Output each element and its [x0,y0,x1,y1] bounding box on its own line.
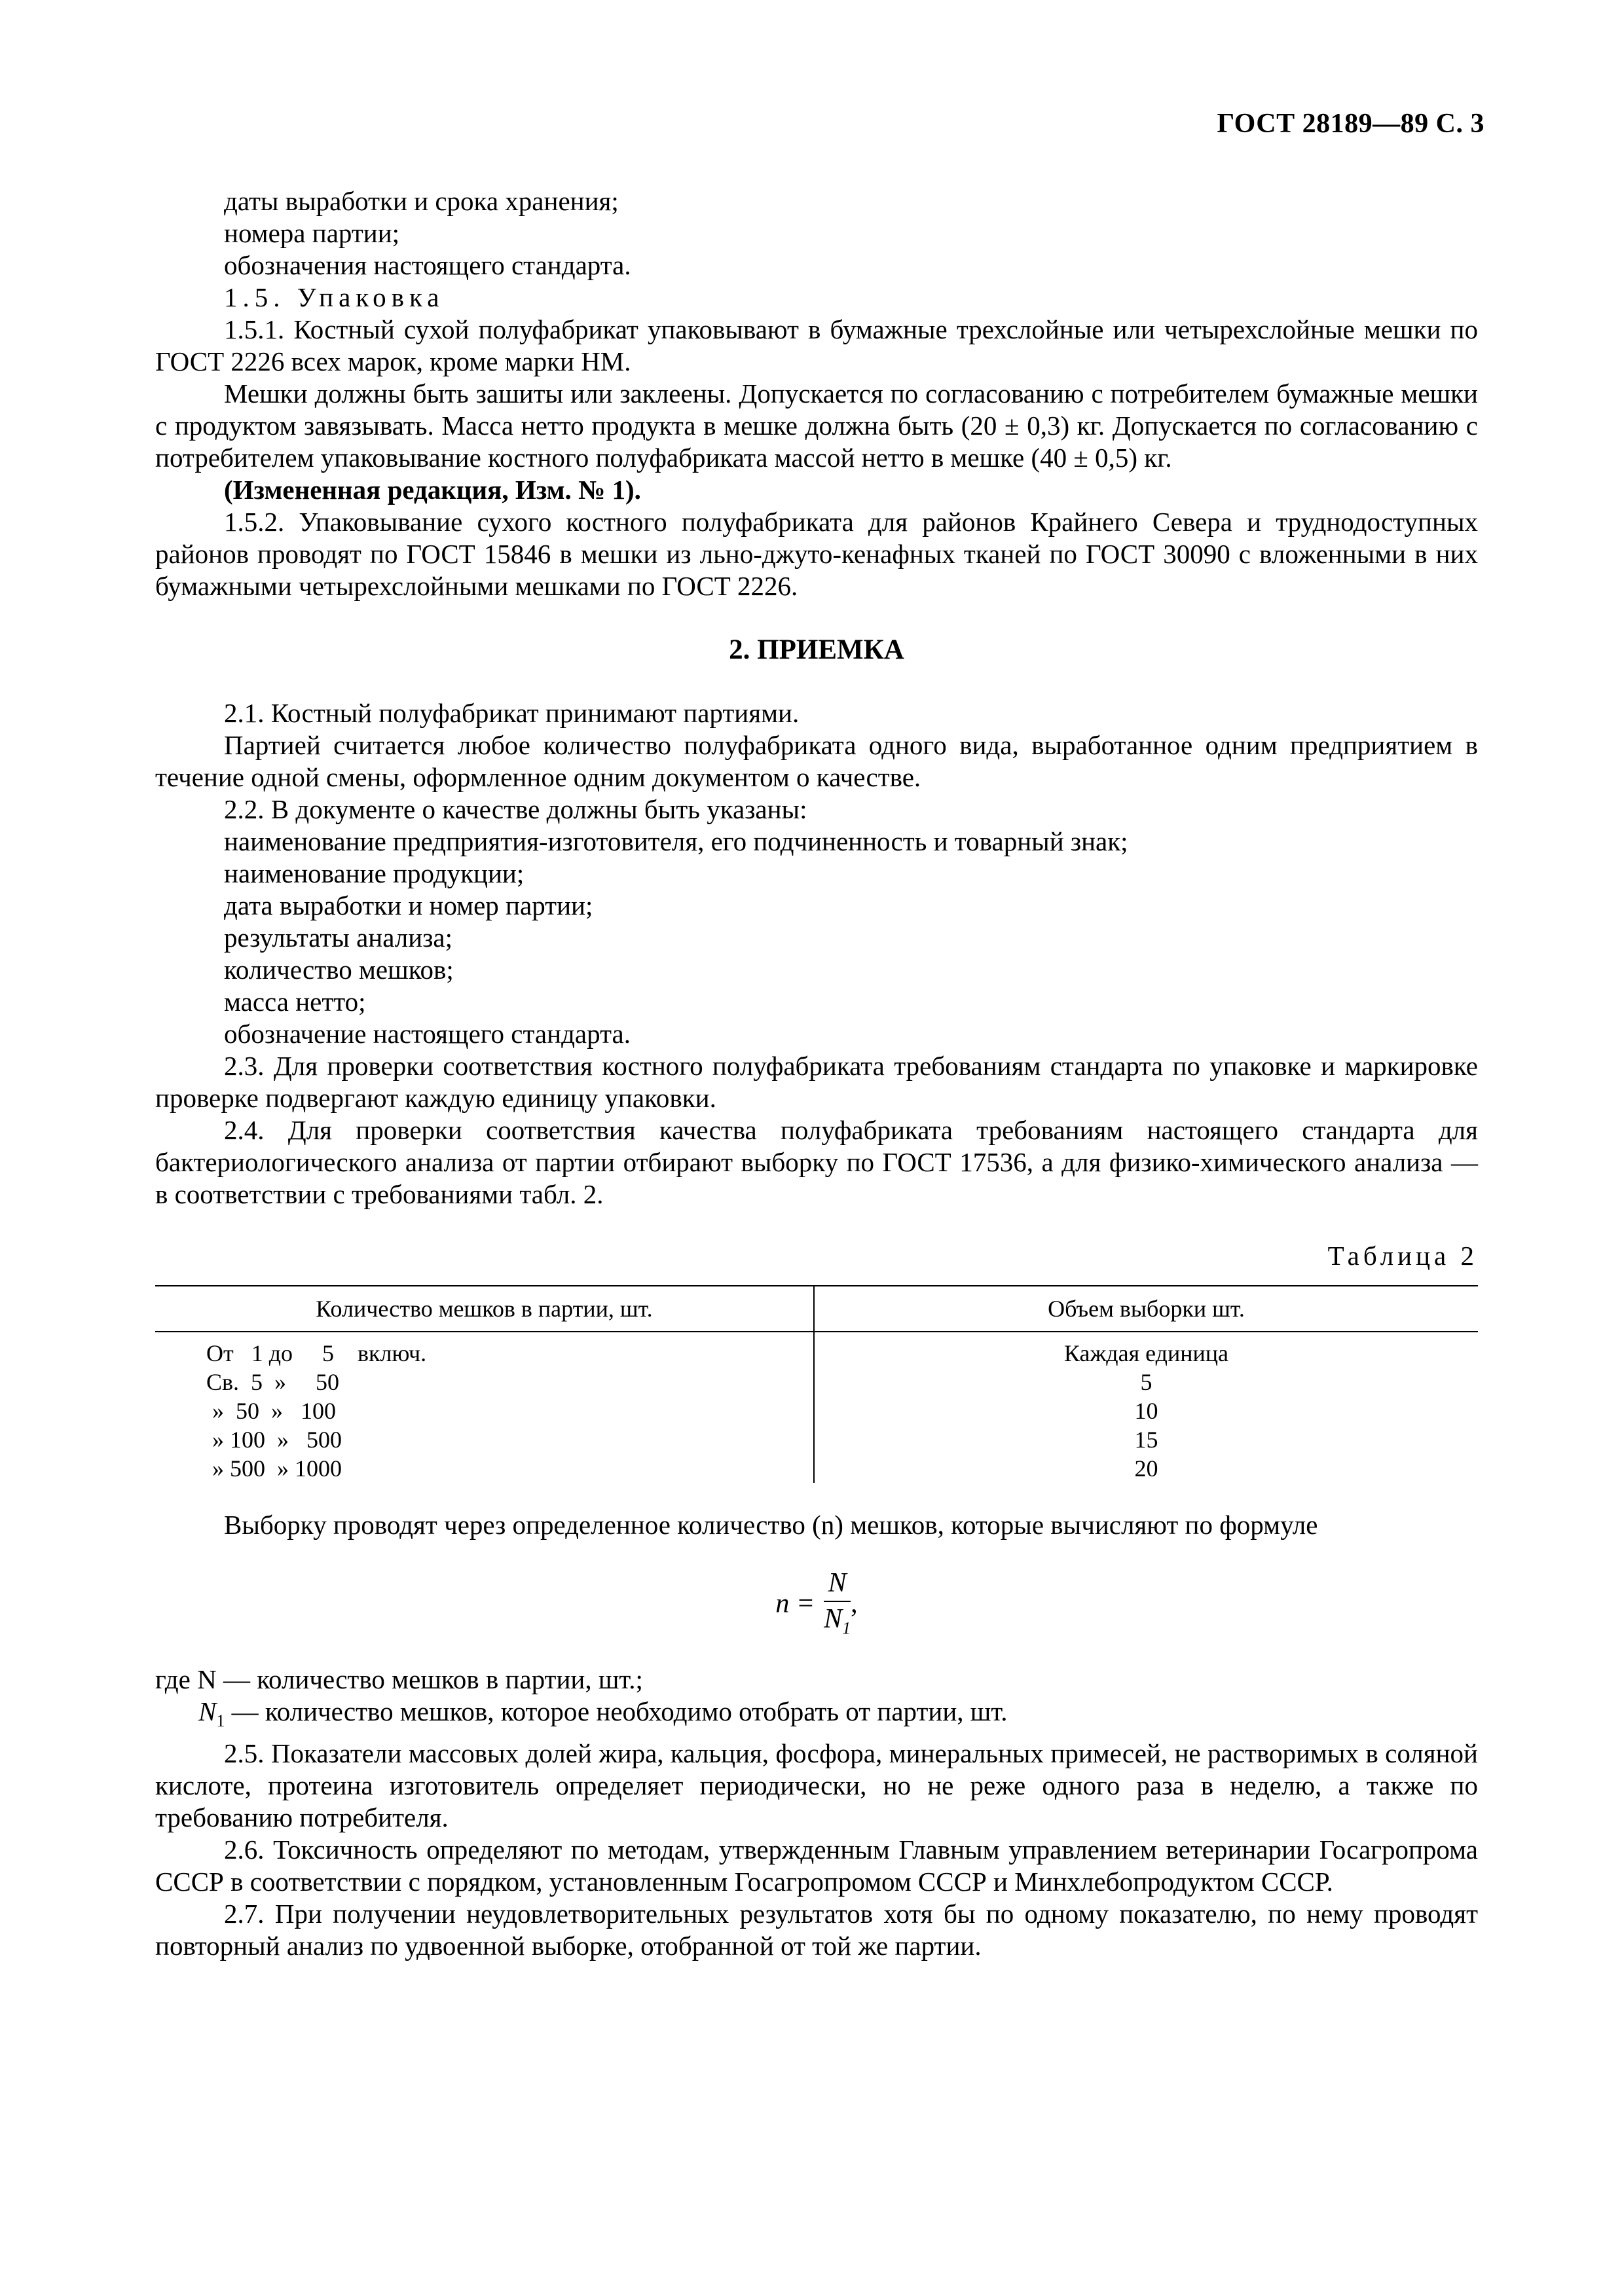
legend-text: — количество мешков, которое необходимо отобрать от партии, шт. [225,1696,1008,1727]
paragraph-bags: Мешки должны быть зашиты или заклеены. Допускается по согласованию с потребителем бумажные мешки с продуктом завязывать. Масса нетто продукта в мешке должна быть (20 ± 0,3) кг. Допускается по согласованию с потребителем упаковывание костного полуфабриката массой нетто в мешке (40 ± 0,5) кг. [155,378,1478,473]
paragraph-2-2: 2.2. В документе о качестве должны быть указаны: [224,794,807,824]
formula-trailing-comma: , [851,1588,858,1619]
range-text: Св. 5 » 50 [206,1369,340,1395]
legend-symbol: N [198,1696,217,1727]
paragraph-2-6: 2.6. Токсичность определяют по методам, утвержденным Главным управлением ветеринарии Госагропрома СССР в соответствии с порядком, установленным Госагропромом СССР и Минхлебопродуктом СССР. [155,1834,1478,1897]
list-item: номера партии; [224,218,400,248]
formula-legend-n1 [198,1696,1478,1737]
list-item: обозначение настоящего стандарта. [224,1019,631,1049]
formula-intro: Выборку проводят через определенное количество (n) мешков, которые вычисляют по формуле [224,1510,1318,1540]
table-cell-sample: Каждая единица [1063,1340,1229,1366]
table-row [155,1368,1478,1396]
column-header-sample: Объем выборки шт. [814,1286,1478,1332]
page-body [155,185,1478,1962]
formula-denominator [824,1602,851,1644]
formula-numerator: N [824,1567,851,1602]
table-caption: Таблица 2 [1327,1241,1478,1271]
paragraph-2-3: 2.3. Для проверки соответствия костного полуфабриката требованиям стандарта по упаковке и маркировке проверке подвергают каждую единицу упаковки. [155,1051,1478,1113]
paragraph-2-1: 2.1. Костный полуфабрикат принимают партиями. [224,698,800,728]
list-item: количество мешков; [224,955,454,985]
sample-size-table [155,1285,1478,1483]
table-cell-range [155,1425,814,1454]
paragraph-1-5-2: 1.5.2. Упаковывание сухого костного полуфабриката для районов Крайнего Севера и труднодоступных районов проводят по ГОСТ 15846 в мешки из льно-джуто-кенафных тканей по ГОСТ 30090 с вложенными в них бумажными четырехслойными мешками по ГОСТ 2226. [155,507,1478,601]
list-item: наименование продукции; [224,858,525,888]
range-text: » 100 » 500 [206,1427,342,1453]
list-item: даты выработки и срока хранения; [224,186,619,216]
range-text: От 1 до 5 включ. [206,1340,427,1366]
formula [155,1567,1478,1644]
legend-subscript: 1 [216,1711,225,1731]
table-cell-range [155,1454,814,1483]
table-cell-range [155,1332,814,1368]
page-header: ГОСТ 28189—89 С. 3 [1217,109,1484,139]
table-cell-sample: 5 [1140,1369,1152,1395]
subsection-heading-1-5 [155,282,1478,314]
subsection-heading-text: 1.5. Упаковка [224,282,445,312]
formula-lhs: n = [775,1588,815,1619]
table-cell-range [155,1396,814,1425]
range-text: » 50 » 100 [206,1398,336,1424]
list-item: наименование предприятия-изготовителя, его подчиненность и товарный знак; [224,826,1128,856]
section-title: 2. ПРИЕМКА [729,634,904,665]
table-cell-sample: 10 [1134,1398,1158,1424]
list-item: обозначения настоящего стандарта. [224,250,631,280]
column-header-bags: Количество мешков в партии, шт. [155,1286,814,1332]
amendment-note: (Измененная редакция, Изм. № 1). [224,475,641,505]
list-item: дата выработки и номер партии; [224,890,593,920]
table-row [155,1396,1478,1425]
list-item: результаты анализа; [224,922,452,953]
paragraph-2-7: 2.7. При получении неудовлетворительных результатов хотя бы по одному показателю, по нему проводят повторный анализ по удвоенной выборке, отобранной от той же партии. [155,1898,1478,1961]
table-cell-sample: 20 [1134,1455,1158,1482]
table-header-row [155,1286,1478,1332]
formula-fraction [824,1567,851,1644]
table-row [155,1425,1478,1454]
table-row [155,1332,1478,1368]
formula-legend-n: где N — количество мешков в партии, шт.; [155,1664,643,1695]
table-cell-sample: 15 [1134,1427,1158,1453]
formula-denominator-subscript: 1 [842,1618,851,1638]
table-cell-range [155,1368,814,1396]
list-item: масса нетто; [224,987,366,1017]
paragraph-batch-definition: Партией считается любое количество полуфабриката одного вида, выработанное одним предприятием в течение одной смены, оформленное одним документом о качестве. [155,730,1478,792]
paragraph-1-5-1: 1.5.1. Костный сухой полуфабрикат упаковывают в бумажные трехслойные или четырехслойные мешки по ГОСТ 2226 всех марок, кроме марки НМ. [155,314,1478,376]
paragraph-2-5: 2.5. Показатели массовых долей жира, кальция, фосфора, минеральных примесей, не растворимых в соляной кислоте, протеина изготовитель определяет периодически, но не реже одного раза в неделю, а также по требованию потребителя. [155,1738,1478,1832]
paragraph-2-4: 2.4. Для проверки соответствия качества полуфабриката требованиям настоящего стандарта для бактериологического анализа от партии отбирают выборку по ГОСТ 17536, а для физико-химического анализа — в соответствии с требованиями табл. 2. [155,1115,1478,1209]
range-text: » 500 » 1000 [206,1455,342,1482]
table-row [155,1454,1478,1483]
formula-denominator-symbol: N [824,1604,843,1634]
